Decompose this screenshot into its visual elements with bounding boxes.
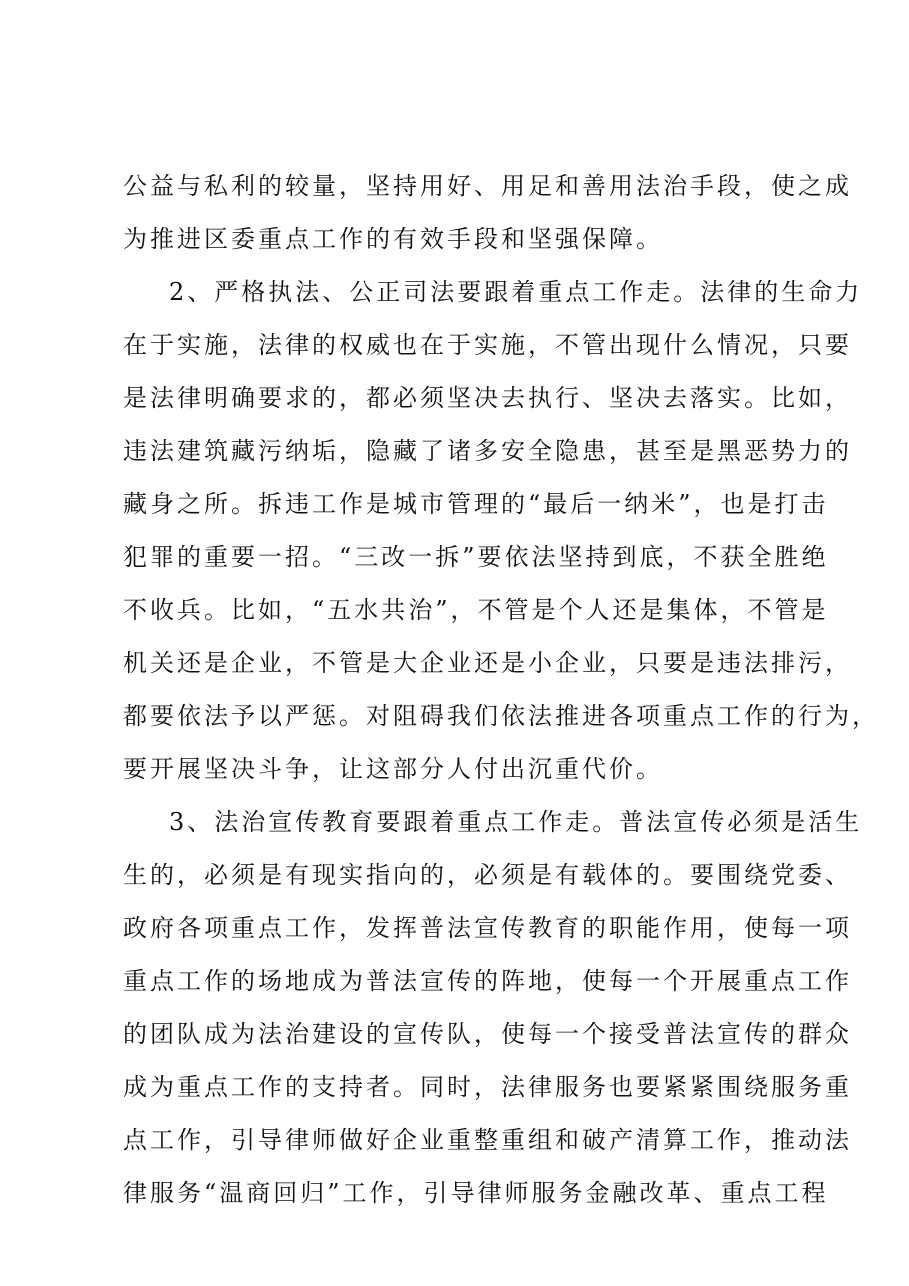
paragraph-start-line: 3、法治宣传教育要跟着重点工作走。普法宣传必须是活生 bbox=[169, 808, 863, 836]
text-line: 违法建筑藏污纳垢，隐藏了诸多安全隐患，甚至是黑恶势力的 bbox=[123, 437, 852, 465]
body-text bbox=[123, 160, 879, 1220]
text-line: 生的，必须是有现实指向的，必须是有载体的。要围绕党委、 bbox=[123, 861, 852, 889]
text-line: 的团队成为法治建设的宣传队，使每一个接受普法宣传的群众 bbox=[123, 1020, 852, 1048]
text-line: 律服务“温商回归”工作，引导律师服务金融改革、重点工程 bbox=[123, 1179, 829, 1207]
text-line: 在于实施，法律的权威也在于实施，不管出现什么情况，只要 bbox=[123, 331, 852, 359]
text-line: 重点工作的场地成为普法宣传的阵地，使每一个开展重点工作 bbox=[123, 967, 852, 995]
text-line: 机关还是企业，不管是大企业还是小企业，只要是违法排污， bbox=[123, 649, 852, 677]
text-line: 成为重点工作的支持者。同时，法律服务也要紧紧围绕服务重 bbox=[123, 1073, 852, 1101]
text-line: 不收兵。比如，“五水共治”，不管是个人还是集体，不管是 bbox=[123, 596, 829, 624]
text-line: 为推进区委重点工作的有效手段和坚强保障。 bbox=[123, 225, 663, 253]
text-line: 点工作，引导律师做好企业重整重组和破产清算工作，推动法 bbox=[123, 1126, 852, 1154]
text-line: 政府各项重点工作，发挥普法宣传教育的职能作用，使每一项 bbox=[123, 914, 852, 942]
text-line: 公益与私利的较量，坚持用好、用足和善用法治手段，使之成 bbox=[123, 172, 852, 200]
text-line: 是法律明确要求的，都必须坚决去执行、坚决去落实。比如， bbox=[123, 384, 852, 412]
text-line: 要开展坚决斗争，让这部分人付出沉重代价。 bbox=[123, 755, 663, 783]
paragraph-start-line: 2、严格执法、公正司法要跟着重点工作走。法律的生命力 bbox=[169, 278, 863, 306]
text-line: 都要依法予以严惩。对阻碍我们依法推进各项重点工作的行为， bbox=[123, 702, 879, 730]
text-line: 犯罪的重要一招。“三改一拆”要依法坚持到底，不获全胜绝 bbox=[123, 543, 829, 571]
text-line: 藏身之所。拆违工作是城市管理的“最后一纳米”，也是打击 bbox=[123, 490, 829, 518]
